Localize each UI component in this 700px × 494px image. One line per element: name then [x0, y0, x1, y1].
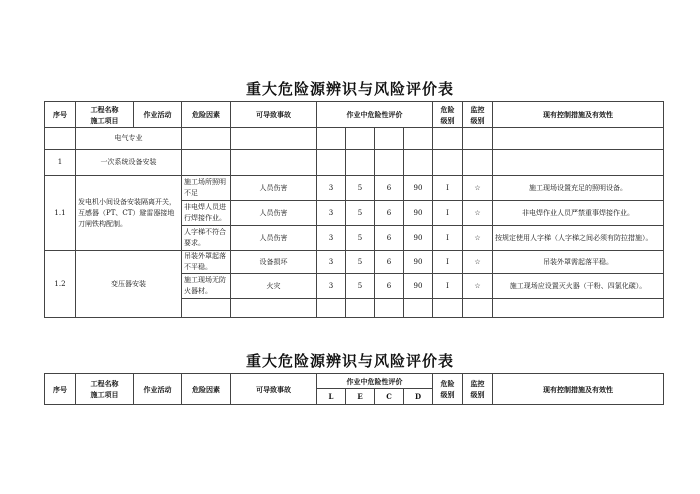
row-l: 3 [317, 251, 346, 274]
header-project [76, 102, 134, 128]
table-cell [433, 128, 463, 150]
row-measure: 按规定使用人字梯（人字梯之间必须有防拉措施）。 [493, 226, 664, 251]
row-c: 6 [375, 251, 404, 274]
table-header-row [45, 102, 664, 128]
row-project: 变压器安装 [76, 251, 182, 318]
table-cell [493, 128, 664, 150]
section-label: 电气专业 [76, 128, 182, 150]
row-hazard: 施工场所照明不足 [182, 176, 231, 201]
table-cell [317, 150, 346, 176]
table-cell [493, 299, 664, 318]
header-project-line2: 施工项目 [90, 115, 119, 125]
header-project [76, 374, 134, 405]
row-accident: 人员伤害 [231, 201, 317, 226]
header-monitor [463, 374, 493, 405]
table-cell [375, 299, 404, 318]
table-cell [463, 299, 493, 318]
table-cell [463, 128, 493, 150]
table-cell [346, 299, 375, 318]
row-accident: 人员伤害 [231, 176, 317, 201]
row-l: 3 [317, 176, 346, 201]
star-icon: ☆ [463, 201, 493, 226]
row-hazard: 人字梯不符合要求。 [182, 226, 231, 251]
table-cell [375, 128, 404, 150]
star-icon: ☆ [463, 176, 493, 201]
page-title: 重大危险源辨识与风险评价表 [245, 352, 454, 370]
section-row [45, 128, 664, 150]
table-header-row [45, 374, 664, 389]
row-measure: 施工现场设置充足的照明设备。 [493, 176, 664, 201]
risk-table-1 [44, 101, 664, 318]
header-monitor-line1: 监控 [470, 104, 485, 114]
header-accident: 可导致事故 [231, 374, 317, 405]
table-cell [182, 299, 231, 318]
row-accident: 设备损坏 [231, 251, 317, 274]
row-c: 6 [375, 176, 404, 201]
header-accident: 可导致事故 [231, 102, 317, 128]
row-e: 5 [346, 226, 375, 251]
table-cell [463, 150, 493, 176]
header-monitor-line2: 级别 [470, 115, 485, 125]
row-c: 6 [375, 201, 404, 226]
header-risk-eval: 作业中危险性评价 [317, 374, 433, 389]
row-hazard: 吊装外罩起落不平稳。 [182, 251, 231, 274]
table-cell [404, 150, 433, 176]
row-hazard: 施工现场无防火器材。 [182, 274, 231, 299]
table-cell [231, 128, 317, 150]
row-level: I [433, 201, 463, 226]
table-cell [375, 150, 404, 176]
row-measure: 吊装外罩需起落平稳。 [493, 251, 664, 274]
row-e: 5 [346, 201, 375, 226]
header-project-line2: 施工项目 [90, 390, 119, 399]
header-level [433, 102, 463, 128]
table-cell [182, 128, 231, 150]
header-project-line1: 工程名称 [90, 104, 119, 114]
row-l: 3 [317, 274, 346, 299]
row-hazard: 非电焊人员进行焊接作业。 [182, 201, 231, 226]
header-measures: 现有控制措施及有效性 [493, 102, 664, 128]
table-row [45, 150, 664, 176]
row-d: 90 [404, 274, 433, 299]
table-cell [346, 128, 375, 150]
table-cell [493, 150, 664, 176]
header-e: E [346, 389, 375, 405]
header-level-line2: 级别 [440, 390, 455, 399]
row-c: 6 [375, 274, 404, 299]
row-seq: 1 [45, 150, 76, 176]
header-activity: 作业活动 [134, 374, 182, 405]
header-level-line2: 级别 [440, 115, 455, 125]
table-cell [45, 128, 76, 150]
header-project-line1: 工程名称 [90, 379, 119, 388]
row-d: 90 [404, 201, 433, 226]
header-l: L [317, 389, 346, 405]
header-measures: 现有控制措施及有效性 [493, 374, 664, 405]
row-d: 90 [404, 251, 433, 274]
table-cell [231, 150, 317, 176]
header-hazard: 危险因素 [182, 102, 231, 128]
header-hazard: 危险因素 [182, 374, 231, 405]
row-l: 3 [317, 201, 346, 226]
star-icon: ☆ [463, 274, 493, 299]
row-measure: 非电焊作业人员严禁重事焊接作业。 [493, 201, 664, 226]
row-seq: 1.1 [45, 176, 76, 251]
table-cell [433, 150, 463, 176]
header-seq: 序号 [45, 374, 76, 405]
header-d: D [404, 389, 433, 405]
header-level-line1: 危险 [440, 379, 455, 388]
header-activity: 作业活动 [134, 102, 182, 128]
table-cell [404, 128, 433, 150]
star-icon: ☆ [463, 226, 493, 251]
table-cell [317, 128, 346, 150]
table-cell [346, 150, 375, 176]
row-level: I [433, 176, 463, 201]
row-e: 5 [346, 274, 375, 299]
row-c: 6 [375, 226, 404, 251]
page-title: 重大危险源辨识与风险评价表 [245, 80, 454, 98]
table-row [45, 251, 664, 274]
row-level: I [433, 251, 463, 274]
table-cell [182, 150, 231, 176]
row-accident: 人员伤害 [231, 226, 317, 251]
header-monitor-line2: 级别 [470, 390, 485, 399]
table-cell [317, 299, 346, 318]
header-level-line1: 危险 [440, 104, 455, 114]
header-monitor [463, 102, 493, 128]
row-d: 90 [404, 176, 433, 201]
row-accident: 火灾 [231, 274, 317, 299]
table-row [45, 176, 664, 201]
row-e: 5 [346, 251, 375, 274]
row-e: 5 [346, 176, 375, 201]
row-seq: 1.2 [45, 251, 76, 318]
table-cell [231, 299, 317, 318]
header-level [433, 374, 463, 405]
star-icon: ☆ [463, 251, 493, 274]
risk-table-2 [44, 373, 664, 405]
row-project: 发电机小间设备安装隔离开关，互感器（PT、CT）避雷器接地刀闸铁构配制。 [76, 176, 182, 251]
row-measure: 施工现场应设置灭火器（干粉、四氯化碳）。 [493, 274, 664, 299]
header-monitor-line1: 监控 [470, 379, 485, 388]
header-risk-eval: 作业中危险性评价 [317, 102, 433, 128]
row-d: 90 [404, 226, 433, 251]
table-cell [433, 299, 463, 318]
row-level: I [433, 226, 463, 251]
header-seq: 序号 [45, 102, 76, 128]
row-level: I [433, 274, 463, 299]
table-cell [404, 299, 433, 318]
row-project: 一次系统设备安装 [76, 150, 182, 176]
header-c: C [375, 389, 404, 405]
row-l: 3 [317, 226, 346, 251]
